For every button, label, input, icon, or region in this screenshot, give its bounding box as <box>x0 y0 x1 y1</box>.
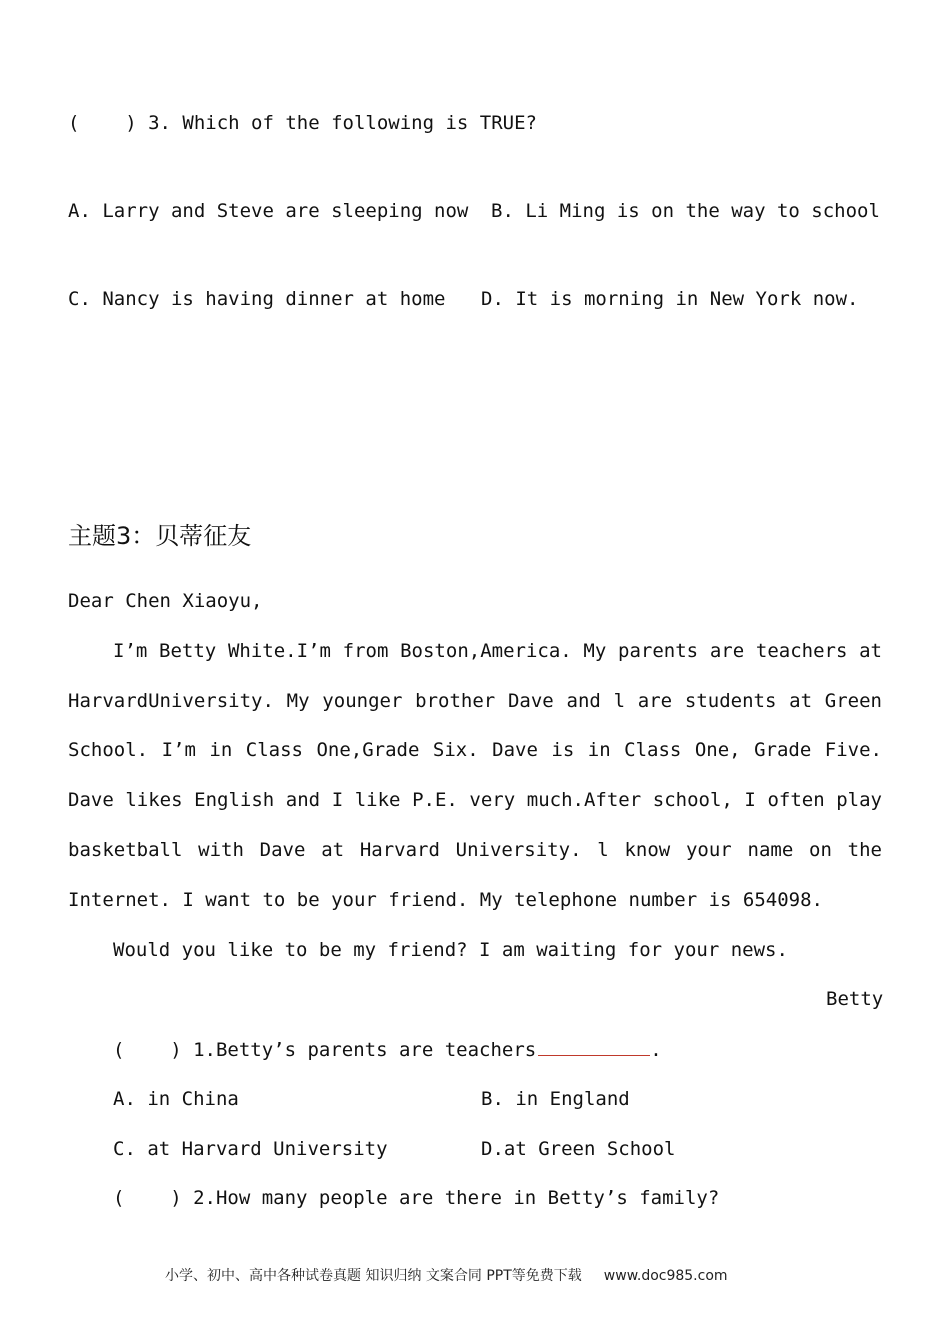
letter-line: HarvardUniversity. My younger brother Dave and l are students at Green <box>68 690 882 712</box>
answer-blank[interactable] <box>538 1037 650 1056</box>
letter-line: I’m Betty White.I’m from Boston,America. My parents are teachers at <box>113 640 882 662</box>
letter-closing-line: Would you like to be my friend? I am waiting for your news. <box>113 939 788 961</box>
question-3-option-a: A. Larry and Steve are sleeping now <box>68 200 469 222</box>
page-footer <box>165 1266 728 1286</box>
footer-text: 小学、初中、高中各种试卷真题 知识归纳 文案合同 PPT等免费下载 <box>165 1268 582 1284</box>
question-1-period: . <box>650 1039 662 1061</box>
letter-line: School. I’m in Class One,Grade Six. Dave is in Class One, Grade Five. <box>68 739 882 761</box>
question-1-option-b: B. in England <box>481 1088 630 1110</box>
question-1-option-a: A. in China <box>113 1088 239 1110</box>
question-1-option-d: D.at Green School <box>481 1138 676 1160</box>
question-1-option-c: C. at Harvard University <box>113 1138 388 1160</box>
footer-site-link[interactable]: www.doc985.com <box>603 1268 728 1284</box>
question-3-option-d: D. It is morning in New York now. <box>481 288 859 310</box>
letter-greeting: Dear Chen Xiaoyu, <box>68 590 263 612</box>
question-3-option-c: C. Nancy is having dinner at home <box>68 288 446 310</box>
question-3-option-b: B. Li Ming is on the way to school <box>491 200 880 222</box>
letter-signature: Betty <box>826 988 884 1010</box>
question-3-stem: ( ) 3. Which of the following is TRUE? <box>68 112 537 134</box>
letter-line: basketball with Dave at Harvard University. l know your name on the <box>68 839 882 861</box>
question-2-stem: ( ) 2.How many people are there in Betty’s family? <box>113 1187 720 1209</box>
letter-line: Dave likes English and I like P.E. very much.After school, I often play <box>68 789 882 811</box>
question-1-stem <box>113 1037 662 1062</box>
topic-heading: 主题3：贝蒂征友 <box>68 522 252 550</box>
letter-line: Internet. I want to be your friend. My telephone number is 654098. <box>68 889 823 911</box>
question-1-text: ( ) 1.Betty’s parents are teachers <box>113 1039 537 1061</box>
